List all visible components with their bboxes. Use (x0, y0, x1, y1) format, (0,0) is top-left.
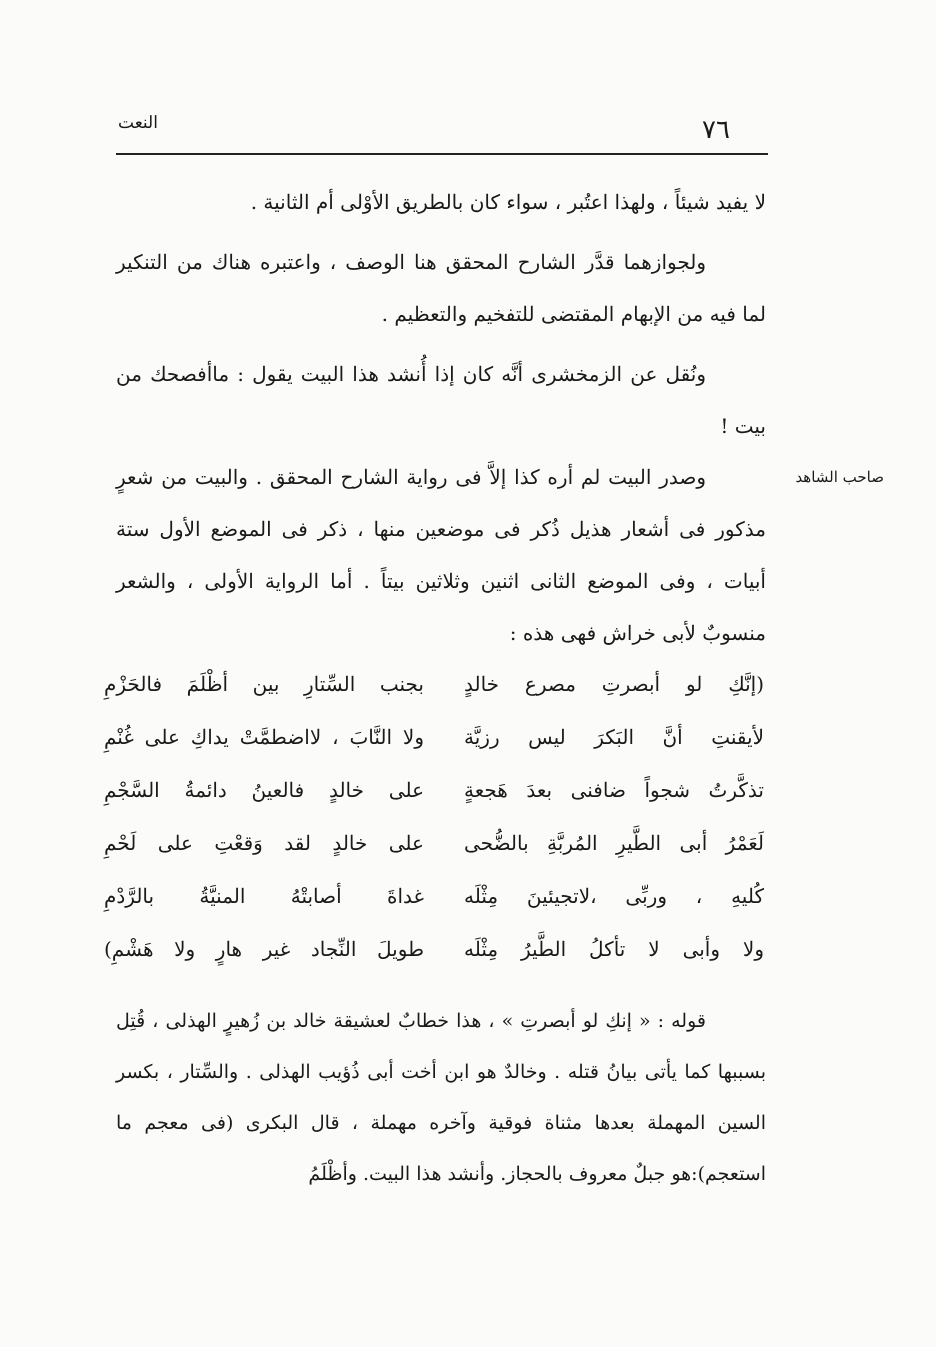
verse-line (104, 772, 764, 825)
verse-second-hemistich: بجنب السِّتارِ بين أظْلَمَ فالحَزْمِ (104, 672, 424, 696)
verse-second-hemistich: ولا النَّابَ ، لااضطمَّتْ يداكِ على غُنْمِ (104, 725, 424, 749)
verse-second-hemistich: طويلَ النِّجاد غير هارٍ ولا هَشْمِ) (104, 937, 424, 961)
verse-line (104, 825, 764, 878)
verse-second-hemistich: على خالدٍ فالعينُ دائمةُ السَّجْمِ (104, 778, 424, 802)
commentary-paragraph: قوله : « إنكِ لو أبصرتِ » ، هذا خطابٌ لعشيقة خالد بن زُهيرٍ الهذلى ، قُتِل بسببها كما يأتى بيانُ قتله . وخالدٌ هو ابن أخت أبى ذُؤيب الهذلى . والسِّتار ، بكسر السين المهملة بعدها مثناة فوقية وآخره مهملة ، قال البكرى (فى معجم ما استعجم):هو جبلٌ معروف بالحجاز. وأنشد هذا البيت. وأظْلَمُ (116, 1010, 766, 1185)
page-number: ٧٦ (702, 115, 730, 145)
running-header-title: النعت (118, 113, 158, 133)
verse-line (104, 719, 764, 772)
verse-first-hemistich: لَعَمْرُ أبى الطَّيرِ المُربَّةِ بالضُّحى (464, 831, 764, 855)
paragraph-2: ولجوازهما قدَّر الشارح المحقق هنا الوصف ، واعتبره هناك من التنكير لما فيه من الإبهام المقتضى للتفخيم والتعظيم . (116, 250, 766, 326)
paragraph-4: وصدر البيت لم أره كذا إلاَّ فى رواية الشارح المحقق . والبيت من شعرٍ مذكور فى أشعار هذيل ذُكر فى موضعين منها ، ذكر فى الموضع الأول ستة أبيات ، وفى الموضع الثانى اثنين وثلاثين بيتاً . أما الرواية الأولى ، والشعر منسوبٌ لأبى خراش فهى هذه : (116, 465, 766, 645)
main-text-middle (116, 451, 766, 659)
verse-first-hemistich: ولا وأبى لا تأكلُ الطَّيرُ مِثْلَه (464, 937, 764, 961)
verse-line (104, 878, 764, 931)
verse-first-hemistich: (إنَّكِ لو أبصرتِ مصرع خالدٍ (464, 672, 764, 696)
margin-note: صاحب الشاهد (795, 468, 884, 486)
paragraph-3: ونُقل عن الزمخشرى أنَّه كان إذا أُنشد هذا البيت يقول : ماأفصحك من بيت ! (116, 362, 766, 438)
verse-line (104, 931, 764, 984)
verse-second-hemistich: على خالدٍ لقد وَقعْتِ على لَحْمِ (104, 831, 424, 855)
verse-second-hemistich: غداةَ أصابتْهُ المنيَّةُ بالرَّدْمِ (104, 884, 424, 908)
header-rule (116, 153, 768, 155)
paragraph-1: لا يفيد شيئاً ، ولهذا اعتُبر ، سواء كان بالطريق الأوْلى أم الثانية . (250, 190, 766, 214)
main-text-top (116, 176, 766, 452)
verse-first-hemistich: كُليهِ ، وربِّى ،لاتجيئينَ مِثْلَه (464, 884, 764, 908)
verse-first-hemistich: لأيقنتِ أنَّ البَكرَ ليس رزيَّة (464, 725, 764, 749)
verse-line (104, 666, 764, 719)
commentary-text (116, 996, 766, 1200)
verse-first-hemistich: تذكَّرتُ شجواً ضافنى بعدَ هَجعةٍ (464, 778, 764, 802)
poem (104, 666, 764, 984)
